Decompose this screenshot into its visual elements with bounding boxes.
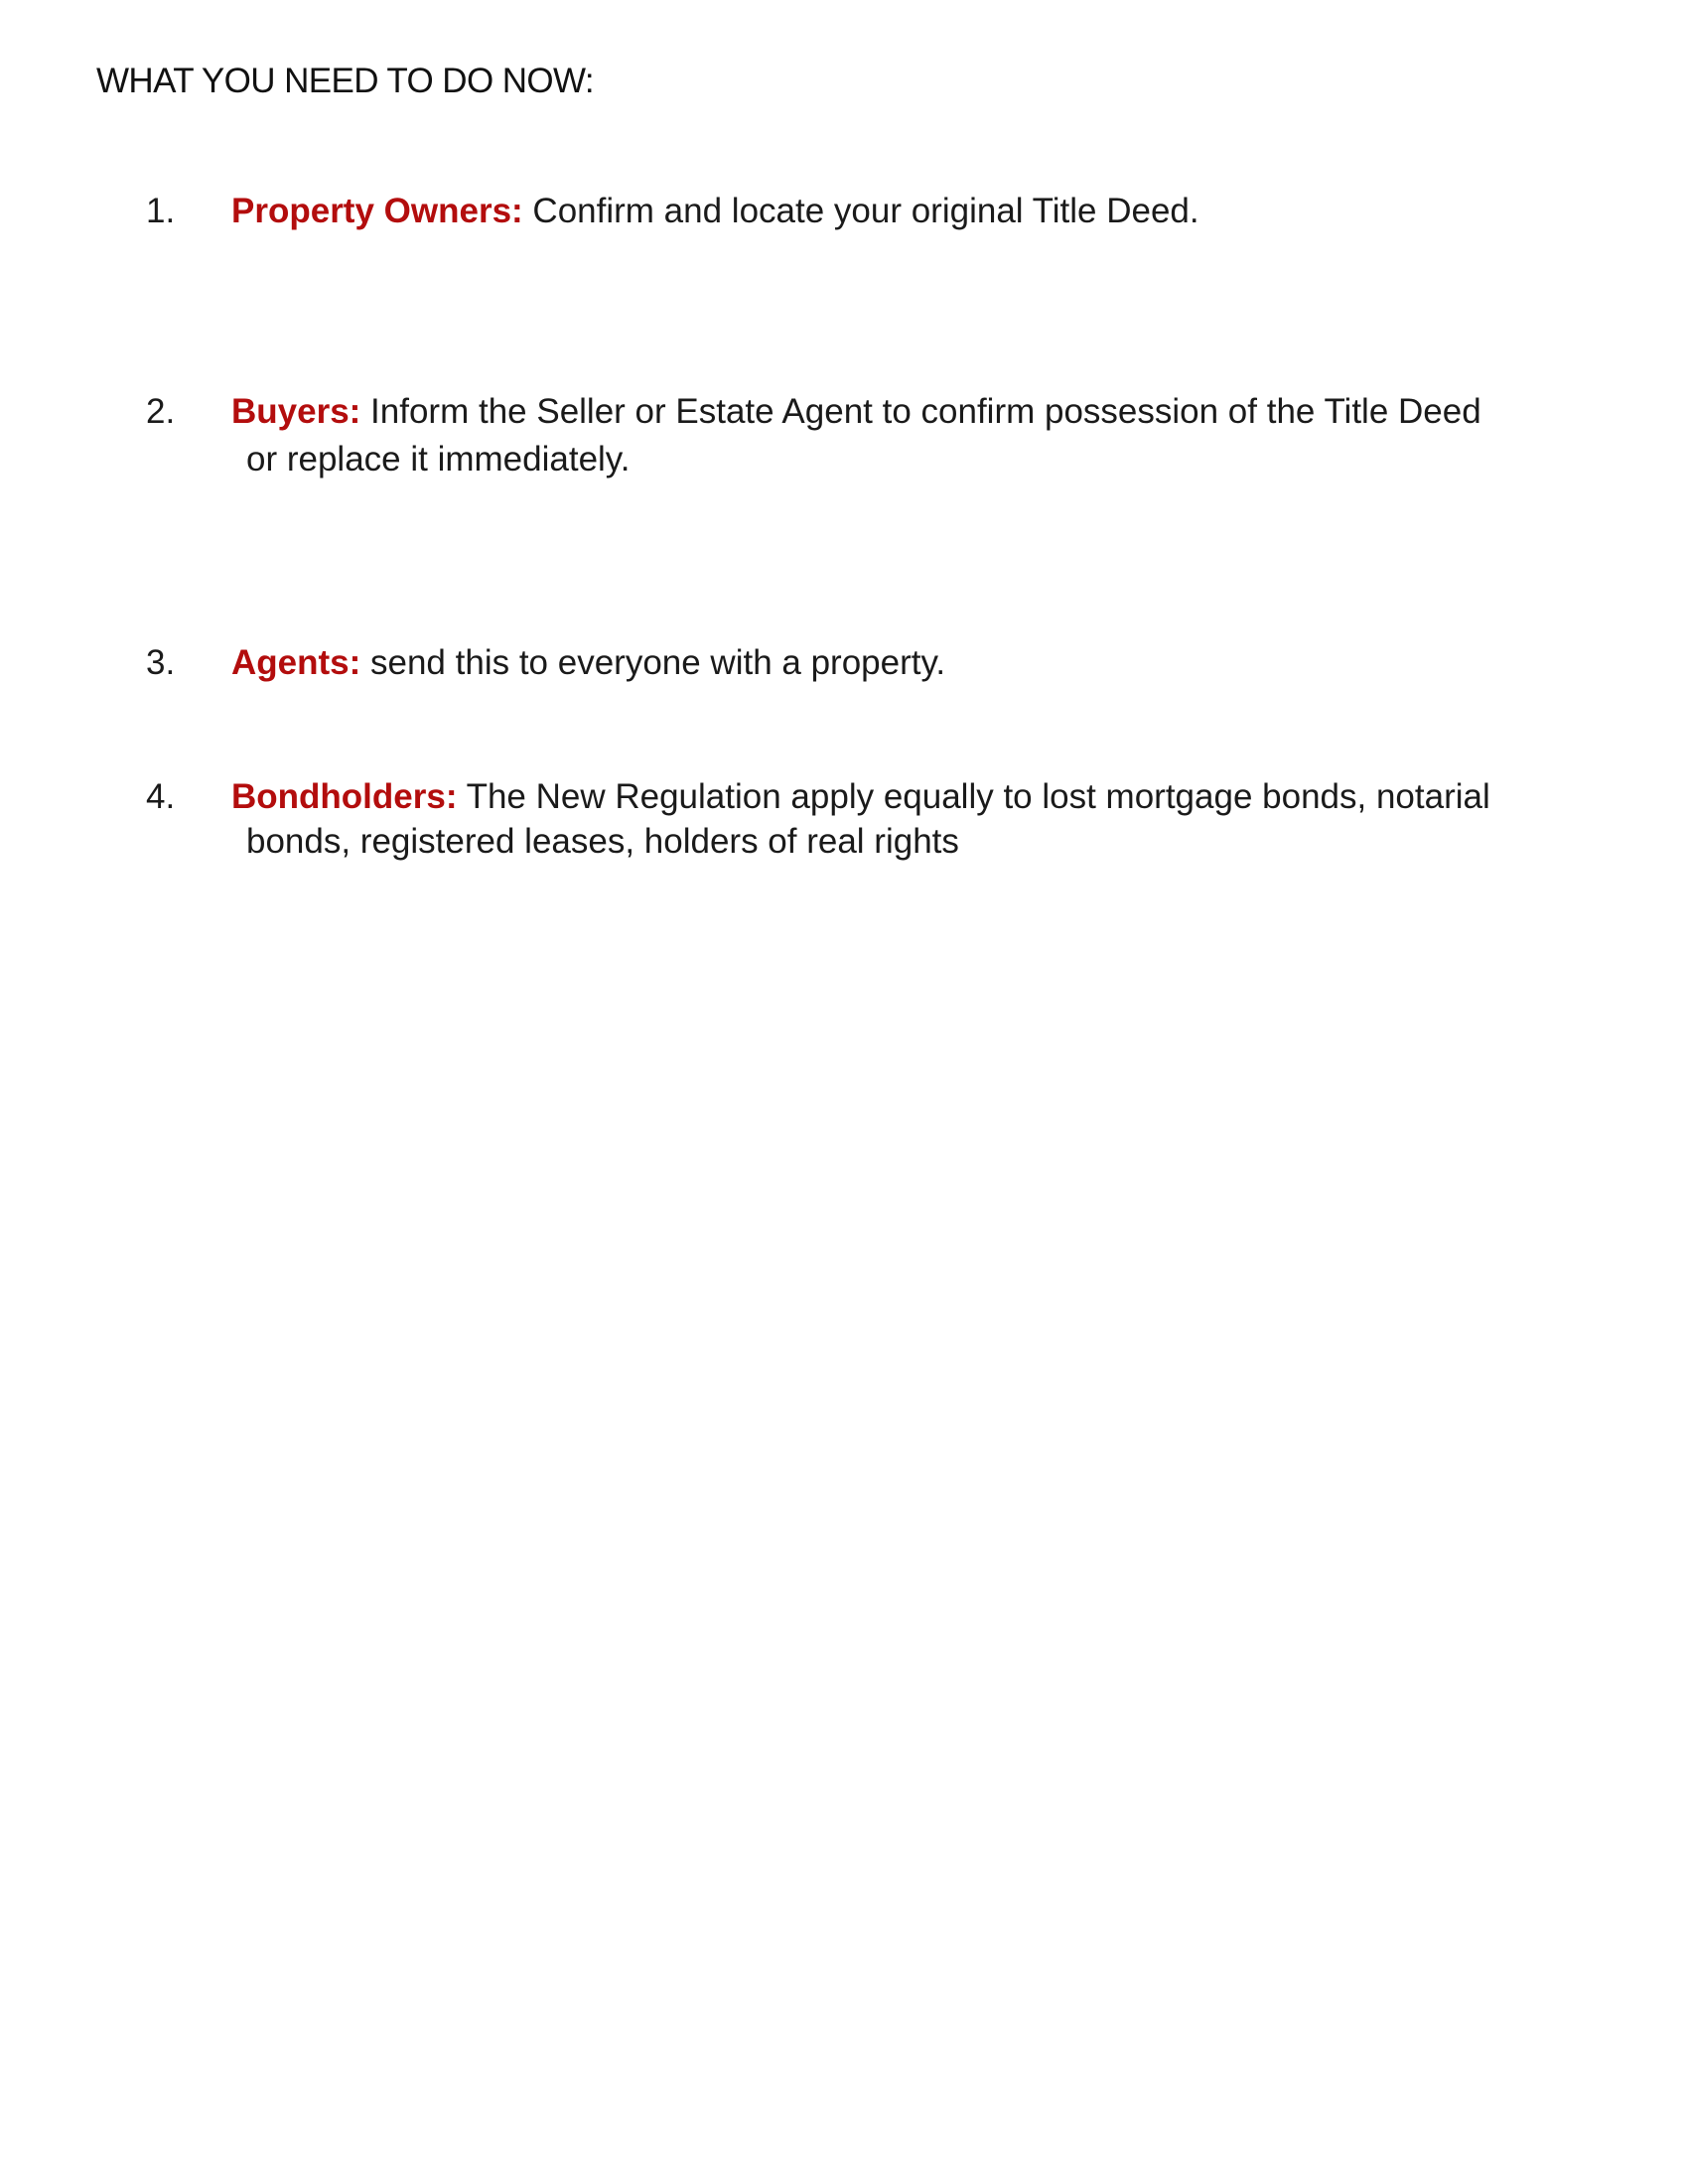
list-item-label: Buyers: [231,392,361,431]
list-item-label: Agents: [231,643,361,682]
list-item-line-1 [231,638,945,688]
list-item-line-1 [231,772,1490,822]
list-item-text: The New Regulation apply equally to lost mortgage bonds, notarial [457,777,1490,816]
list-number: 3. [146,643,176,682]
list-item-line-1 [231,187,1199,236]
list-item-label: Property Owners: [231,192,523,230]
list-number: 4. [146,777,176,816]
page-heading: WHAT YOU NEED TO DO NOW: [96,62,594,100]
list-item-line-2: bonds, registered leases, holders of real rights [246,822,959,861]
list-item-line-2: or replace it immediately. [246,440,631,478]
list-item-label: Bondholders: [231,777,458,816]
list-item-text: Inform the Seller or Estate Agent to confirm possession of the Title Deed [360,392,1481,431]
list-item-text: send this to everyone with a property. [360,643,946,682]
list-number: 1. [146,192,176,230]
list-item-line-1 [231,387,1481,437]
list-number: 2. [146,392,176,431]
list-item-text: Confirm and locate your original Title Deed. [522,192,1199,230]
